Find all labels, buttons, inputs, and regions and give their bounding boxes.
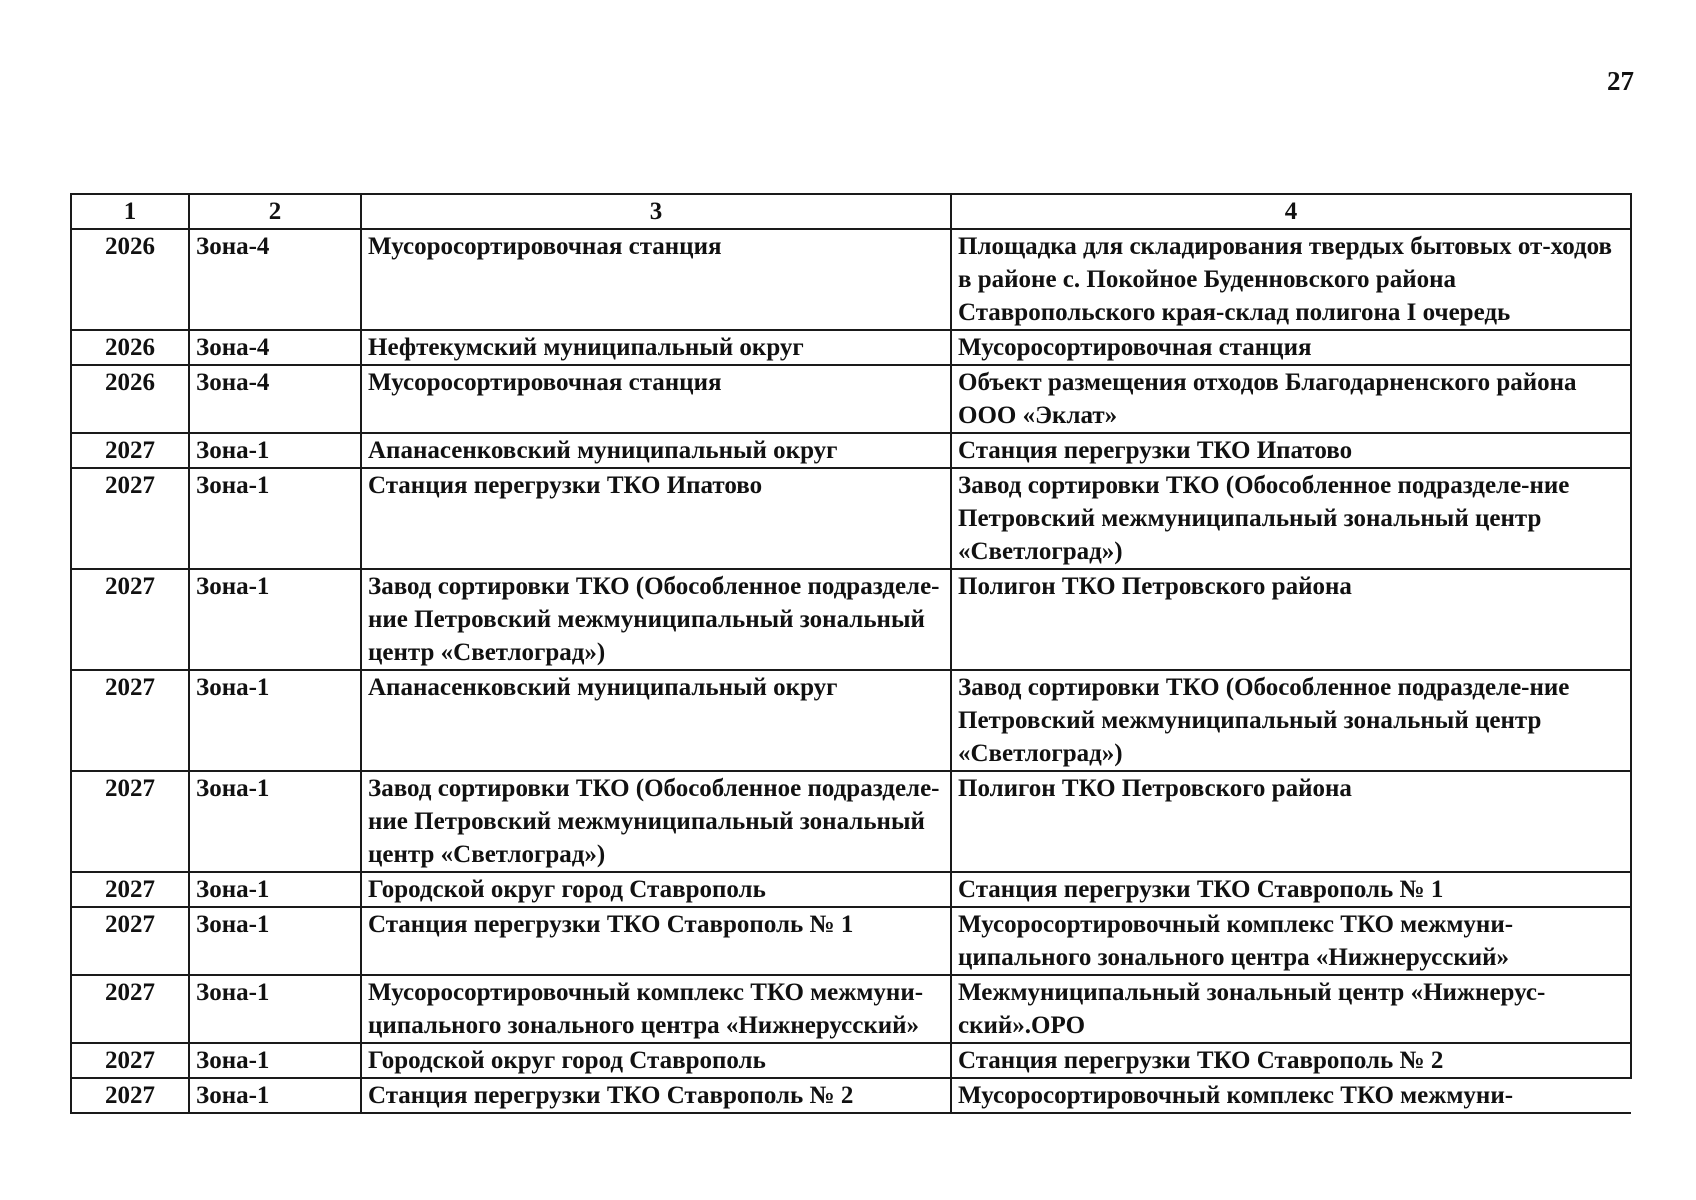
cell-origin: Мусоросортировочная станция xyxy=(361,365,951,433)
table-row xyxy=(71,229,1631,330)
cell-zone: Зона-1 xyxy=(189,468,361,569)
cell-destination: Полигон ТКО Петровского района xyxy=(951,569,1631,670)
page-number: 27 xyxy=(1607,66,1634,96)
cell-year: 2027 xyxy=(71,872,189,907)
column-header-3: 3 xyxy=(361,194,951,229)
cell-year: 2026 xyxy=(71,365,189,433)
cell-year: 2027 xyxy=(71,569,189,670)
cell-origin: Станция перегрузки ТКО Ставрополь № 1 xyxy=(361,907,951,975)
cell-year: 2026 xyxy=(71,229,189,330)
cell-origin: Городской округ город Ставрополь xyxy=(361,1043,951,1078)
cell-destination: Межмуниципальный зональный центр «Нижнерус-ский».ОРО xyxy=(951,975,1631,1043)
cell-destination: Станция перегрузки ТКО Ипатово xyxy=(951,433,1631,468)
cell-origin: Городской округ город Ставрополь xyxy=(361,872,951,907)
cell-destination: Мусоросортировочный комплекс ТКО межмуни-ципального зонального центра «Нижнерусский» xyxy=(951,907,1631,975)
cell-destination: Полигон ТКО Петровского района xyxy=(951,771,1631,872)
cell-zone: Зона-1 xyxy=(189,907,361,975)
table-row xyxy=(71,975,1631,1043)
cell-zone: Зона-1 xyxy=(189,1078,361,1113)
cell-origin: Станция перегрузки ТКО Ставрополь № 2 xyxy=(361,1078,951,1113)
cell-origin: Завод сортировки ТКО (Обособленное подразделе-ние Петровский межмуниципальный зональный центр «Светлоград») xyxy=(361,771,951,872)
cell-destination: Завод сортировки ТКО (Обособленное подразделе-ние Петровский межмуниципальный зональный центр «Светлоград») xyxy=(951,670,1631,771)
table-row xyxy=(71,1078,1631,1113)
column-header-4: 4 xyxy=(951,194,1631,229)
cell-year: 2027 xyxy=(71,975,189,1043)
cell-zone: Зона-4 xyxy=(189,330,361,365)
cell-destination: Объект размещения отходов Благодарненского района ООО «Эклат» xyxy=(951,365,1631,433)
cell-origin: Мусоросортировочный комплекс ТКО межмуни-ципального зонального центра «Нижнерусский» xyxy=(361,975,951,1043)
cell-year: 2027 xyxy=(71,1078,189,1113)
cell-destination: Площадка для складирования твердых бытовых от-ходов в районе с. Покойное Буденновского района Ставропольского края-склад полигона I очередь xyxy=(951,229,1631,330)
cell-destination: Мусоросортировочная станция xyxy=(951,330,1631,365)
cell-year: 2027 xyxy=(71,771,189,872)
cell-origin: Нефтекумский муниципальный округ xyxy=(361,330,951,365)
cell-year: 2027 xyxy=(71,468,189,569)
table-row xyxy=(71,433,1631,468)
table-row xyxy=(71,569,1631,670)
cell-zone: Зона-1 xyxy=(189,771,361,872)
cell-zone: Зона-1 xyxy=(189,1043,361,1078)
cell-destination: Станция перегрузки ТКО Ставрополь № 1 xyxy=(951,872,1631,907)
cell-year: 2027 xyxy=(71,433,189,468)
cell-year: 2027 xyxy=(71,907,189,975)
table-row xyxy=(71,670,1631,771)
cell-destination: Мусоросортировочный комплекс ТКО межмуни- xyxy=(951,1078,1631,1113)
cell-destination: Станция перегрузки ТКО Ставрополь № 2 xyxy=(951,1043,1631,1078)
cell-year: 2027 xyxy=(71,670,189,771)
column-header-1: 1 xyxy=(71,194,189,229)
cell-year: 2026 xyxy=(71,330,189,365)
cell-origin: Завод сортировки ТКО (Обособленное подразделе-ние Петровский межмуниципальный зональный центр «Светлоград») xyxy=(361,569,951,670)
cell-origin: Апанасенковский муниципальный округ xyxy=(361,670,951,771)
cell-zone: Зона-1 xyxy=(189,975,361,1043)
cell-origin: Станция перегрузки ТКО Ипатово xyxy=(361,468,951,569)
table-header-row xyxy=(71,194,1631,229)
table-row xyxy=(71,1043,1631,1078)
cell-origin: Мусоросортировочная станция xyxy=(361,229,951,330)
cell-zone: Зона-1 xyxy=(189,670,361,771)
column-header-2: 2 xyxy=(189,194,361,229)
table-row xyxy=(71,872,1631,907)
table-row xyxy=(71,330,1631,365)
cell-year: 2027 xyxy=(71,1043,189,1078)
table-row xyxy=(71,907,1631,975)
cell-zone: Зона-1 xyxy=(189,872,361,907)
cell-zone: Зона-4 xyxy=(189,365,361,433)
cell-origin: Апанасенковский муниципальный округ xyxy=(361,433,951,468)
cell-zone: Зона-1 xyxy=(189,433,361,468)
routes-table xyxy=(70,193,1632,1114)
table-row xyxy=(71,771,1631,872)
table-row xyxy=(71,365,1631,433)
table-row xyxy=(71,468,1631,569)
cell-destination: Завод сортировки ТКО (Обособленное подразделе-ние Петровский межмуниципальный зональный центр «Светлоград») xyxy=(951,468,1631,569)
cell-zone: Зона-4 xyxy=(189,229,361,330)
cell-zone: Зона-1 xyxy=(189,569,361,670)
